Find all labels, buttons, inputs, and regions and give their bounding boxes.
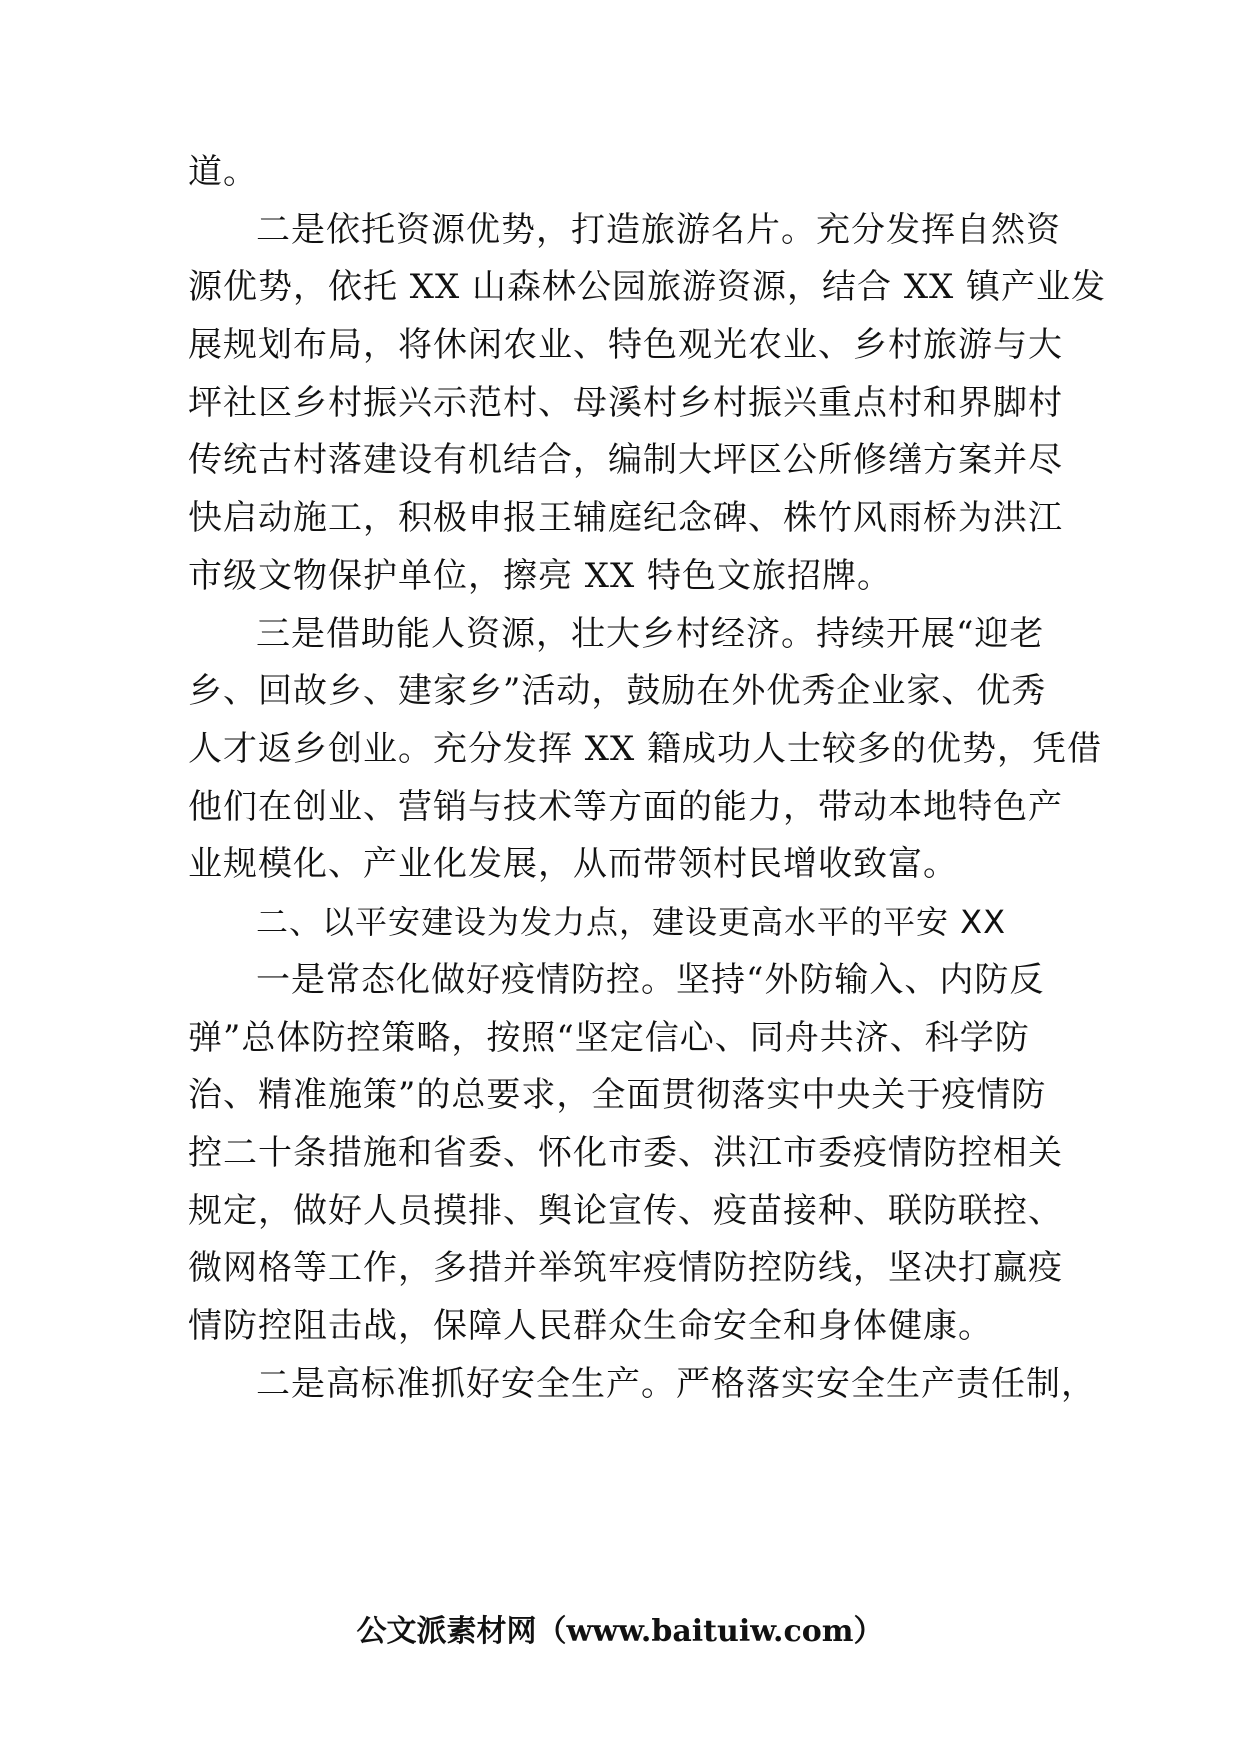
- paragraph-start-line: 三是借助能人资源，壮大乡村经济。持续开展“迎老: [256, 614, 1045, 654]
- paragraph-start-line: 二是高标准抓好安全生产。严格落实安全生产责任制，: [256, 1364, 1096, 1404]
- text-line: 治、精准施策”的总要求，全面贯彻落实中央关于疫情防: [188, 1075, 1047, 1115]
- text-line: 微网格等工作，多措并举筑牢疫情防控防线，坚决打赢疫: [188, 1248, 1063, 1288]
- footer-watermark: 公文派素材网（www.baituiw.com）: [356, 1614, 884, 1649]
- text-line: 乡、回故乡、建家乡”活动，鼓励在外优秀企业家、优秀: [188, 671, 1047, 711]
- text-line: 控二十条措施和省委、怀化市委、洪江市委疫情防控相关: [188, 1133, 1063, 1173]
- text-line: 市级文物保护单位，擦亮 XX 特色文旅招牌。: [188, 556, 893, 596]
- text-line: 道。: [188, 152, 258, 192]
- section-heading: 二、以平安建设为发力点，建设更高水平的平安 XX: [256, 903, 1007, 941]
- text-line: 他们在创业、营销与技术等方面的能力，带动本地特色产: [188, 787, 1063, 827]
- paragraph-start-line: 一是常态化做好疫情防控。坚持“外防输入、内防反: [256, 960, 1045, 1000]
- text-line: 传统古村落建设有机结合，编制大坪区公所修缮方案并尽: [188, 440, 1063, 480]
- text-line: 规定，做好人员摸排、舆论宣传、疫苗接种、联防联控、: [188, 1191, 1063, 1231]
- text-line: 弹”总体防控策略，按照“坚定信心、同舟共济、科学防: [188, 1018, 1030, 1058]
- text-line: 展规划布局，将休闲农业、特色观光农业、乡村旅游与大: [188, 325, 1063, 365]
- paragraph-start-line: 二是依托资源优势，打造旅游名片。充分发挥自然资: [256, 210, 1061, 250]
- text-line: 坪社区乡村振兴示范村、母溪村乡村振兴重点村和界脚村: [188, 383, 1063, 423]
- text-line: 业规模化、产业化发展，从而带领村民增收致富。: [188, 844, 958, 884]
- text-line: 源优势，依托 XX 山森林公园旅游资源，结合 XX 镇产业发: [188, 267, 1107, 307]
- text-line: 快启动施工，积极申报王辅庭纪念碑、株竹风雨桥为洪江: [188, 498, 1063, 538]
- text-line: 人才返乡创业。充分发挥 XX 籍成功人士较多的优势，凭借: [188, 729, 1103, 769]
- text-line: 情防控阻击战，保障人民群众生命安全和身体健康。: [188, 1306, 993, 1346]
